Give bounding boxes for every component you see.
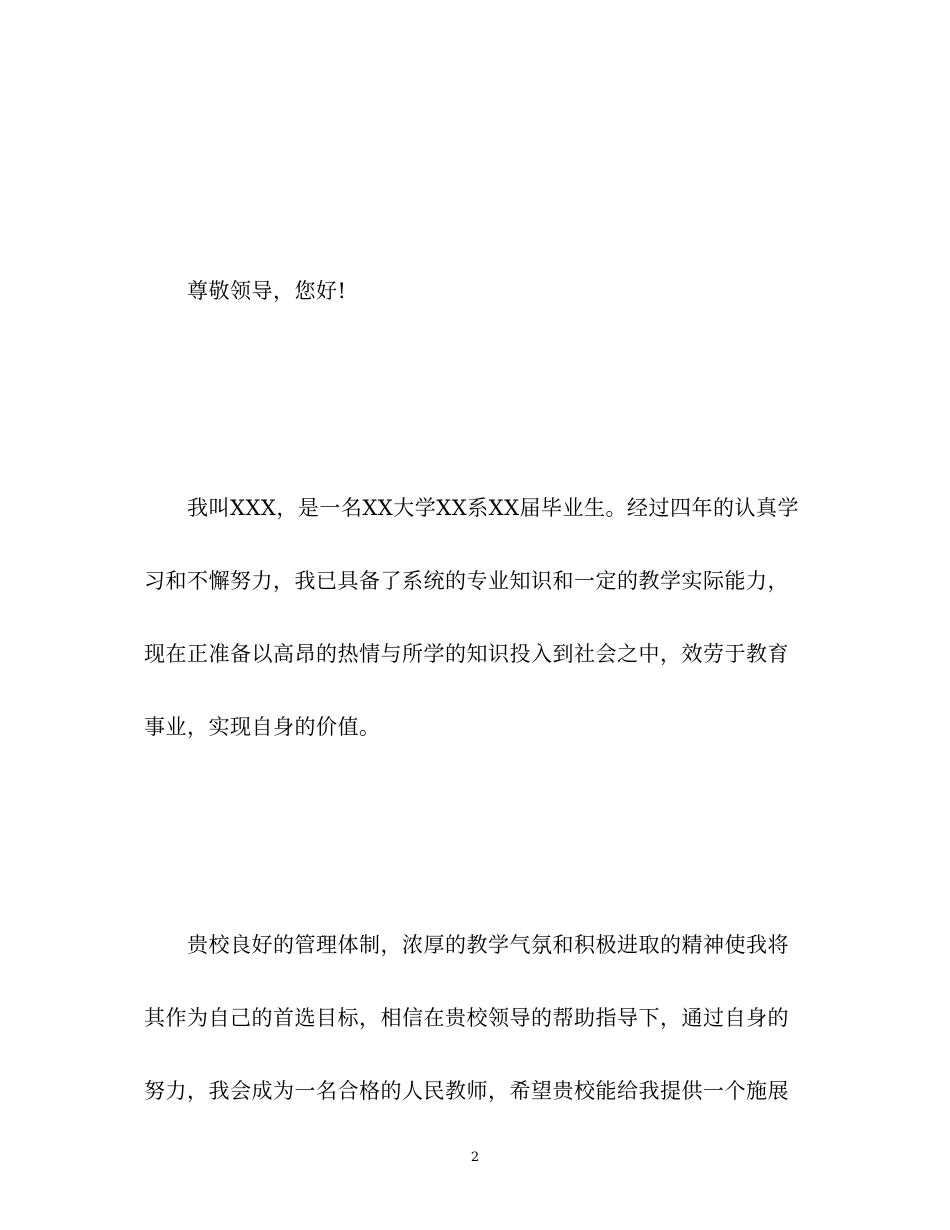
paragraph-line: 努力，我会成为一名合格的人民教师，希望贵校能给我提供一个施展 <box>144 1079 789 1103</box>
page-number: 2 <box>470 1150 480 1165</box>
paragraph-line: 其作为自己的首选目标，相信在贵校领导的帮助指导下，通过自身的 <box>144 1006 789 1030</box>
salutation: 尊敬领导，您好! <box>187 279 347 303</box>
paragraph-line: 我叫XXX，是一名XX大学XX系XX届毕业生。经过四年的认真学 <box>187 496 800 520</box>
paragraph-line: 现在正准备以高昂的热情与所学的知识投入到社会之中，效劳于教育 <box>144 642 789 666</box>
paragraph-line: 习和不懈努力，我已具备了系统的专业知识和一定的教学实际能力， <box>144 569 789 593</box>
paragraph-line: 事业，实现自身的价值。 <box>144 715 381 739</box>
paragraph-line: 贵校良好的管理体制，浓厚的教学气氛和积极进取的精神使我将 <box>187 933 789 957</box>
